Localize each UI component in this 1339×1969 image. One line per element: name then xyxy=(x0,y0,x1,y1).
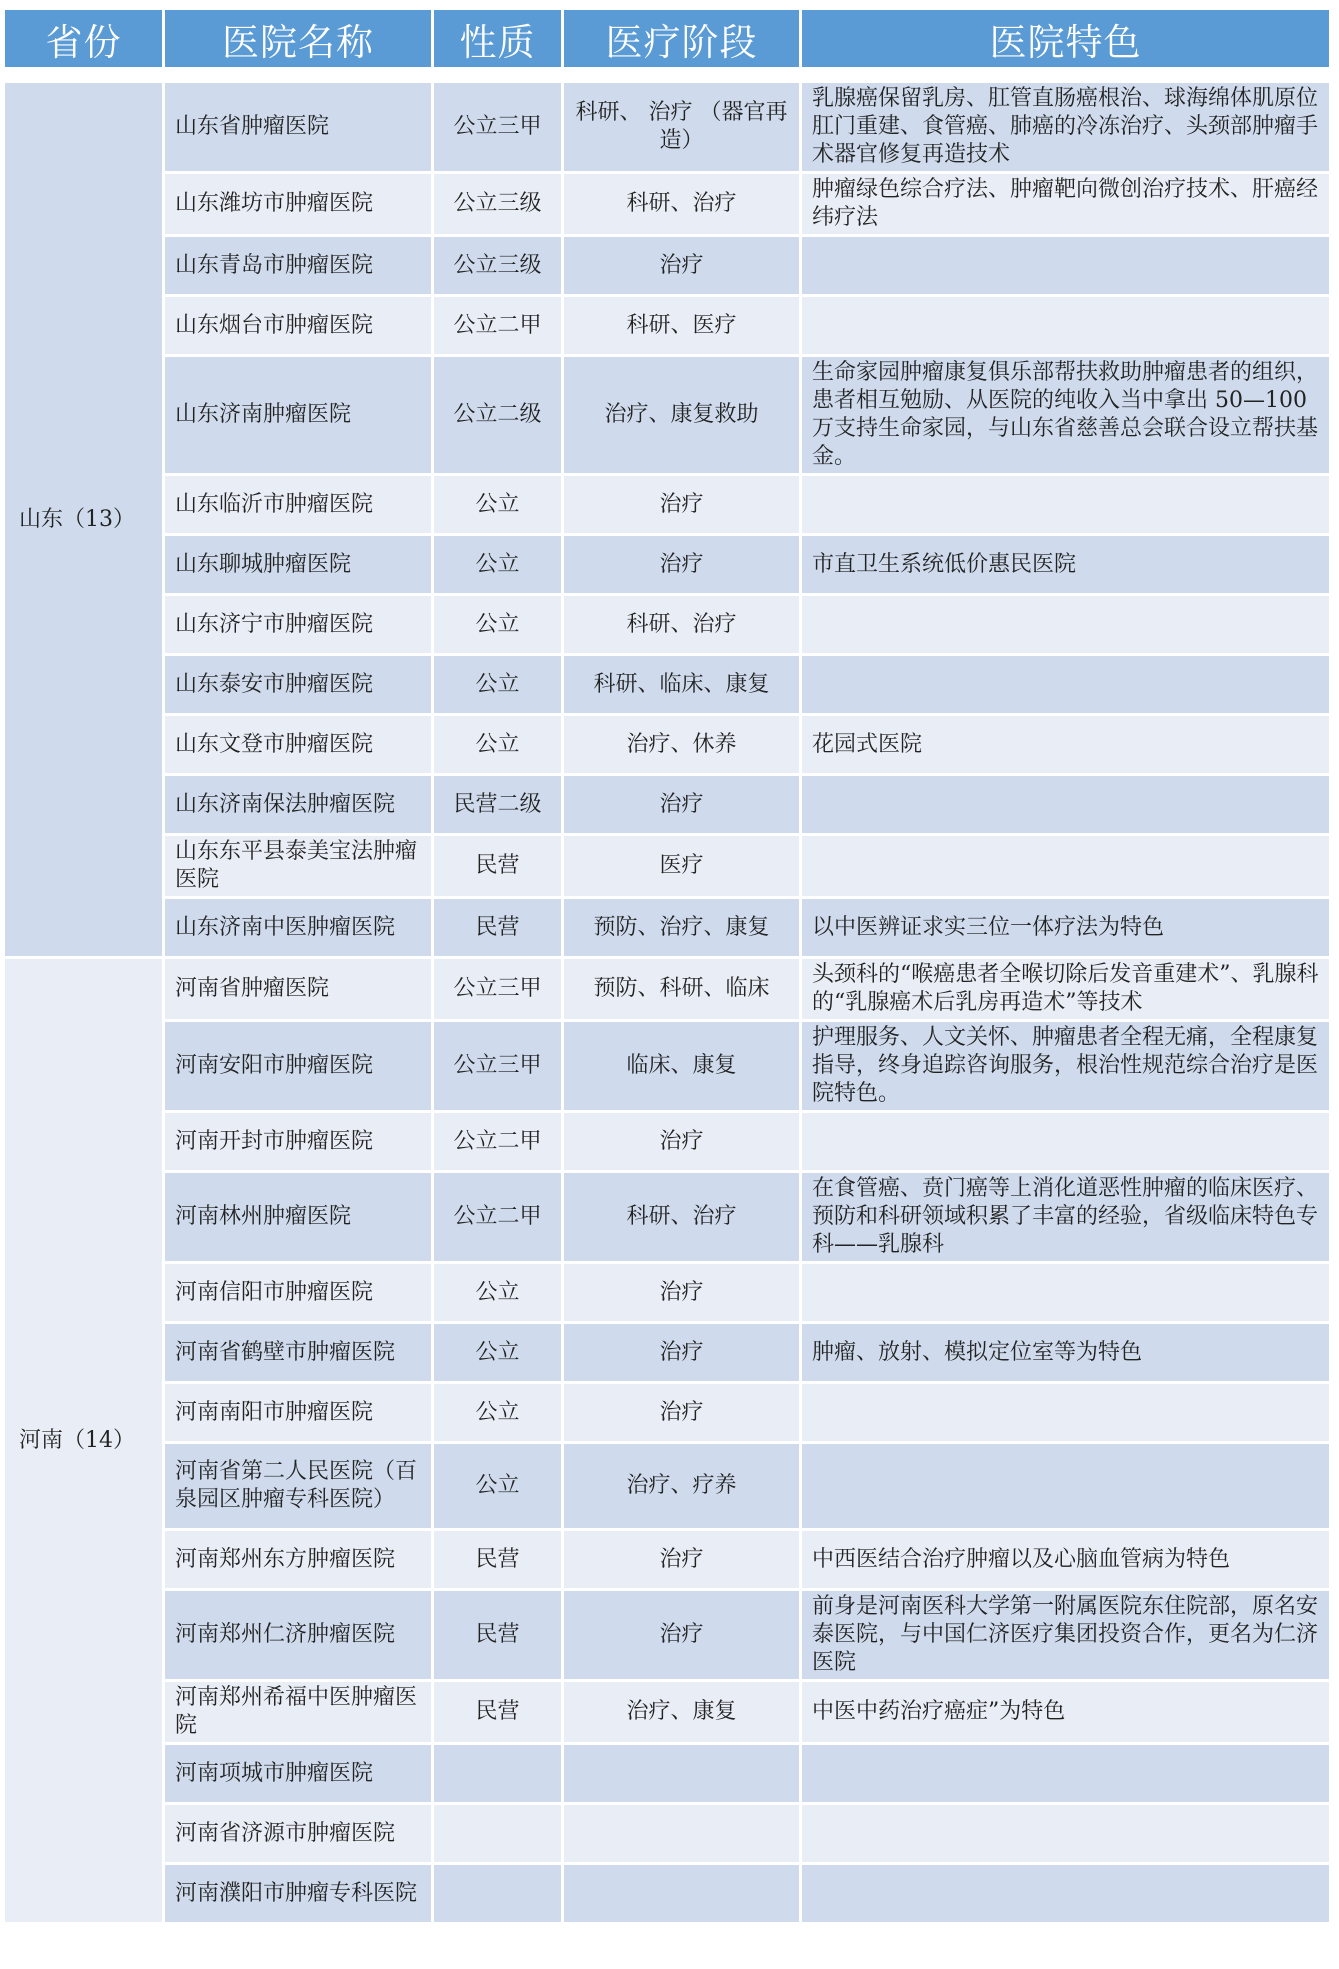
table-row xyxy=(5,656,1329,713)
type-cell xyxy=(434,1745,561,1802)
hospital-name-cell: 山东烟台市肿瘤医院 xyxy=(165,297,431,354)
hospital-name-cell: 河南郑州仁济肿瘤医院 xyxy=(165,1591,431,1679)
feature-cell xyxy=(802,476,1329,533)
type-cell: 民营 xyxy=(434,899,561,956)
stage-cell: 预防、治疗、康复 xyxy=(564,899,799,956)
stage-cell: 治疗 xyxy=(564,1384,799,1441)
header-province: 省份 xyxy=(5,10,162,67)
hospital-name-cell: 河南项城市肿瘤医院 xyxy=(165,1745,431,1802)
table-row xyxy=(5,1324,1329,1381)
table-row xyxy=(5,476,1329,533)
table-row xyxy=(5,1805,1329,1862)
stage-cell: 科研、医疗 xyxy=(564,297,799,354)
feature-cell xyxy=(802,1745,1329,1802)
type-cell: 公立 xyxy=(434,656,561,713)
type-cell: 民营 xyxy=(434,836,561,896)
stage-cell: 预防、科研、临床 xyxy=(564,959,799,1019)
stage-cell: 治疗 xyxy=(564,1591,799,1679)
hospital-name-cell: 山东济南保法肿瘤医院 xyxy=(165,776,431,833)
table-row xyxy=(5,357,1329,473)
table-row xyxy=(5,1682,1329,1742)
type-cell: 公立三甲 xyxy=(434,1022,561,1110)
table-row xyxy=(5,1745,1329,1802)
hospital-name-cell: 河南开封市肿瘤医院 xyxy=(165,1113,431,1170)
stage-cell xyxy=(564,1745,799,1802)
table-row xyxy=(5,1113,1329,1170)
feature-cell: 前身是河南医科大学第一附属医院东住院部，原名安泰医院，与中国仁济医疗集团投资合作，更名为仁济医院 xyxy=(802,1591,1329,1679)
table-body xyxy=(5,83,1329,1922)
feature-cell xyxy=(802,1384,1329,1441)
type-cell xyxy=(434,1865,561,1922)
table-row xyxy=(5,1591,1329,1679)
stage-cell: 治疗 xyxy=(564,476,799,533)
hospital-name-cell: 河南省第二人民医院（百泉园区肿瘤专科医院） xyxy=(165,1444,431,1528)
header-type: 性质 xyxy=(434,10,561,67)
feature-cell xyxy=(802,297,1329,354)
feature-cell xyxy=(802,1865,1329,1922)
feature-cell xyxy=(802,596,1329,653)
hospital-name-cell: 山东潍坊市肿瘤医院 xyxy=(165,174,431,234)
feature-cell xyxy=(802,1264,1329,1321)
hospital-name-cell: 山东济宁市肿瘤医院 xyxy=(165,596,431,653)
province-cell: 河南（14） xyxy=(5,959,162,1922)
type-cell: 公立 xyxy=(434,536,561,593)
stage-cell: 科研、 治疗 （器官再造） xyxy=(564,83,799,171)
hospital-name-cell: 山东济南中医肿瘤医院 xyxy=(165,899,431,956)
hospital-name-cell: 山东聊城肿瘤医院 xyxy=(165,536,431,593)
type-cell: 公立二甲 xyxy=(434,1113,561,1170)
feature-cell: 花园式医院 xyxy=(802,716,1329,773)
table-row xyxy=(5,1264,1329,1321)
feature-cell: 乳腺癌保留乳房、肛管直肠癌根治、球海绵体肌原位肛门重建、食管癌、肺癌的冷冻治疗、头颈部肿瘤手术器官修复再造技术 xyxy=(802,83,1329,171)
table-row xyxy=(5,174,1329,234)
hospital-name-cell: 河南南阳市肿瘤医院 xyxy=(165,1384,431,1441)
stage-cell: 治疗 xyxy=(564,1531,799,1588)
feature-cell: 市直卫生系统低价惠民医院 xyxy=(802,536,1329,593)
feature-cell: 生命家园肿瘤康复俱乐部帮扶救助肿瘤患者的组织，患者相互勉励、从医院的纯收入当中拿出 50—100 万支持生命家园，与山东省慈善总会联合设立帮扶基金。 xyxy=(802,357,1329,473)
feature-cell: 头颈科的“喉癌患者全喉切除后发音重建术”、乳腺科的“乳腺癌术后乳房再造术”等技术 xyxy=(802,959,1329,1019)
hospital-name-cell: 河南林州肿瘤医院 xyxy=(165,1173,431,1261)
type-cell: 公立三级 xyxy=(434,237,561,294)
table-row xyxy=(5,83,1329,171)
type-cell xyxy=(434,1805,561,1862)
stage-cell: 科研、临床、康复 xyxy=(564,656,799,713)
stage-cell xyxy=(564,1805,799,1862)
type-cell: 公立 xyxy=(434,1384,561,1441)
stage-cell: 治疗 xyxy=(564,536,799,593)
type-cell: 公立 xyxy=(434,1324,561,1381)
stage-cell: 治疗 xyxy=(564,1324,799,1381)
type-cell: 公立二级 xyxy=(434,357,561,473)
stage-cell: 科研、治疗 xyxy=(564,174,799,234)
hospital-name-cell: 河南省鹤壁市肿瘤医院 xyxy=(165,1324,431,1381)
hospital-table xyxy=(2,7,1332,1925)
hospital-name-cell: 山东青岛市肿瘤医院 xyxy=(165,237,431,294)
type-cell: 公立 xyxy=(434,1444,561,1528)
table-row xyxy=(5,1531,1329,1588)
type-cell: 公立三级 xyxy=(434,174,561,234)
stage-cell: 科研、治疗 xyxy=(564,596,799,653)
table-row xyxy=(5,1022,1329,1110)
type-cell: 公立二甲 xyxy=(434,1173,561,1261)
table-row xyxy=(5,776,1329,833)
feature-cell xyxy=(802,1113,1329,1170)
table-row xyxy=(5,536,1329,593)
header-spacer xyxy=(5,70,1329,80)
type-cell: 公立 xyxy=(434,476,561,533)
table-row xyxy=(5,1865,1329,1922)
stage-cell: 治疗 xyxy=(564,1113,799,1170)
stage-cell: 医疗 xyxy=(564,836,799,896)
hospital-name-cell: 河南省济源市肿瘤医院 xyxy=(165,1805,431,1862)
hospital-name-cell: 河南郑州东方肿瘤医院 xyxy=(165,1531,431,1588)
table-row xyxy=(5,959,1329,1019)
hospital-name-cell: 山东省肿瘤医院 xyxy=(165,83,431,171)
hospital-name-cell: 河南信阳市肿瘤医院 xyxy=(165,1264,431,1321)
feature-cell xyxy=(802,836,1329,896)
feature-cell xyxy=(802,656,1329,713)
province-cell: 山东（13） xyxy=(5,83,162,956)
header-stage: 医疗阶段 xyxy=(564,10,799,67)
type-cell: 公立 xyxy=(434,1264,561,1321)
table-row xyxy=(5,237,1329,294)
feature-cell xyxy=(802,776,1329,833)
feature-cell: 护理服务、人文关怀、肿瘤患者全程无痛，全程康复指导，终身追踪咨询服务，根治性规范综合治疗是医院特色。 xyxy=(802,1022,1329,1110)
hospital-name-cell: 山东泰安市肿瘤医院 xyxy=(165,656,431,713)
feature-cell: 以中医辨证求实三位一体疗法为特色 xyxy=(802,899,1329,956)
feature-cell: 肿瘤、放射、模拟定位室等为特色 xyxy=(802,1324,1329,1381)
header-row xyxy=(5,10,1329,67)
hospital-name-cell: 河南安阳市肿瘤医院 xyxy=(165,1022,431,1110)
table-row xyxy=(5,1173,1329,1261)
type-cell: 公立二甲 xyxy=(434,297,561,354)
hospital-name-cell: 河南省肿瘤医院 xyxy=(165,959,431,1019)
type-cell: 公立 xyxy=(434,716,561,773)
feature-cell: 肿瘤绿色综合疗法、肿瘤靶向微创治疗技术、肝癌经纬疗法 xyxy=(802,174,1329,234)
type-cell: 民营 xyxy=(434,1682,561,1742)
type-cell: 公立 xyxy=(434,596,561,653)
type-cell: 公立三甲 xyxy=(434,959,561,1019)
stage-cell xyxy=(564,1865,799,1922)
type-cell: 民营 xyxy=(434,1591,561,1679)
stage-cell: 治疗、康复 xyxy=(564,1682,799,1742)
table-row xyxy=(5,1444,1329,1528)
stage-cell: 临床、康复 xyxy=(564,1022,799,1110)
stage-cell: 治疗、疗养 xyxy=(564,1444,799,1528)
hospital-name-cell: 山东文登市肿瘤医院 xyxy=(165,716,431,773)
table-row xyxy=(5,297,1329,354)
header-hospital-name: 医院名称 xyxy=(165,10,431,67)
hospital-name-cell: 山东东平县泰美宝法肿瘤医院 xyxy=(165,836,431,896)
feature-cell: 在食管癌、贲门癌等上消化道恶性肿瘤的临床医疗、预防和科研领域积累了丰富的经验，省级临床特色专科——乳腺科 xyxy=(802,1173,1329,1261)
table-row xyxy=(5,716,1329,773)
type-cell: 公立三甲 xyxy=(434,83,561,171)
feature-cell: 中医中药治疗癌症”为特色 xyxy=(802,1682,1329,1742)
stage-cell: 治疗 xyxy=(564,1264,799,1321)
stage-cell: 科研、治疗 xyxy=(564,1173,799,1261)
type-cell: 民营二级 xyxy=(434,776,561,833)
type-cell: 民营 xyxy=(434,1531,561,1588)
stage-cell: 治疗 xyxy=(564,776,799,833)
feature-cell: 中西医结合治疗肿瘤以及心脑血管病为特色 xyxy=(802,1531,1329,1588)
feature-cell xyxy=(802,1805,1329,1862)
table-row xyxy=(5,836,1329,896)
table-row xyxy=(5,596,1329,653)
feature-cell xyxy=(802,237,1329,294)
table-row xyxy=(5,899,1329,956)
hospital-name-cell: 河南濮阳市肿瘤专科医院 xyxy=(165,1865,431,1922)
stage-cell: 治疗、康复救助 xyxy=(564,357,799,473)
hospital-name-cell: 山东临沂市肿瘤医院 xyxy=(165,476,431,533)
stage-cell: 治疗、休养 xyxy=(564,716,799,773)
stage-cell: 治疗 xyxy=(564,237,799,294)
table-row xyxy=(5,1384,1329,1441)
feature-cell xyxy=(802,1444,1329,1528)
hospital-name-cell: 河南郑州希福中医肿瘤医院 xyxy=(165,1682,431,1742)
header-feature: 医院特色 xyxy=(802,10,1329,67)
hospital-name-cell: 山东济南肿瘤医院 xyxy=(165,357,431,473)
